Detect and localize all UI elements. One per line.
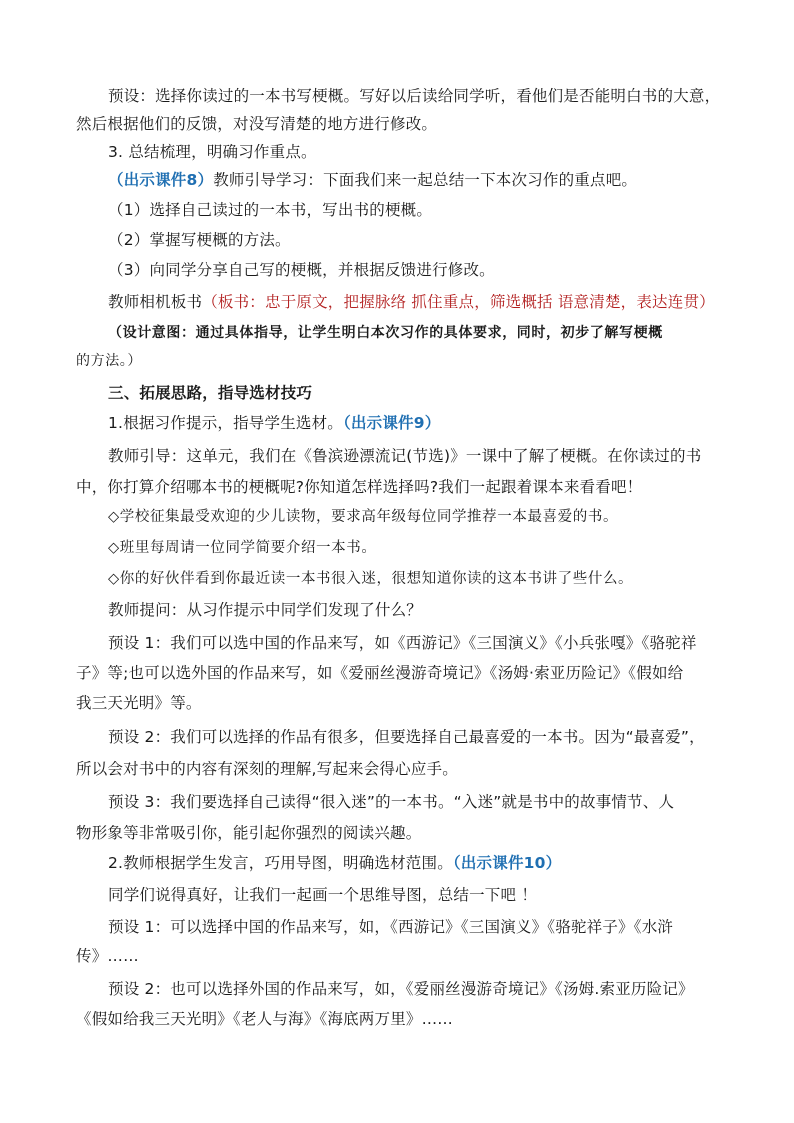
courseware-tag: （出示课件10） — [452, 854, 562, 872]
section-heading: 三、拓展思路，指导选材技巧 — [108, 384, 313, 402]
step-text: 2.教师根据学生发言，巧用导图，明确选材范围。 — [108, 854, 453, 872]
prompt-bullet: ◇班里每周请一位同学简要介绍一本书。 — [108, 540, 377, 556]
design-intent-line: （设计意图：通过具体指导，让学生明白本次习作的具体要求，同时，初步了解写梗概 — [108, 325, 663, 341]
praise-line: 同学们说得真好，让我们一起画一个思维导图，总结一下吧 ！ — [108, 886, 538, 904]
preset-paragraph-line: 预设：选择你读过的一本书写梗概。写好以后读给同学听，看他们是否能明白书的大意， — [108, 87, 721, 105]
step-heading — [108, 413, 736, 433]
prompt-bullet: ◇你的好伙伴看到你最近读一本书很入迷，很想知道你读的这本书讲了些什么。 — [108, 571, 634, 587]
preset-line: 我三天光明》等。 — [76, 694, 202, 712]
mindmap-preset-line: 预设 1：可以选择中国的作品来写，如，《西游记》《三国演义》《骆驼祥子》《水浒 — [108, 918, 674, 936]
mindmap-preset-line: 《假如给我三天光明》《老人与海》《海底两万里》…… — [76, 1010, 454, 1028]
board-content: （板书：忠于原文，把握脉络 抓住重点，筛选概括 语意清楚，表达连贯） — [202, 293, 715, 311]
courseware-tag: （出示课件9） — [343, 414, 441, 432]
mindmap-preset-line: 预设 2：也可以选择外国的作品来写，如，《爱丽丝漫游奇境记》《汤姆.索亚历险记》 — [108, 980, 694, 998]
step-heading: 3. 总结梳理，明确习作重点。 — [108, 143, 317, 161]
list-item: （2）掌握写梗概的方法。 — [108, 231, 291, 249]
prompt-bullet: ◇学校征集最受欢迎的少儿读物，要求高年级每位同学推荐一本最喜爱的书。 — [108, 509, 619, 525]
courseware-line — [108, 170, 736, 190]
preset-line: 预设 3：我们要选择自己读得“很入迷”的一本书。“入迷”就是书中的故事情节、人 — [108, 793, 675, 811]
teacher-question: 教师提问：从习作提示中同学们发现了什么？ — [108, 601, 423, 619]
step-heading — [108, 853, 736, 873]
preset-line: 预设 2：我们可以选择的作品有很多，但要选择自己最喜爱的一本书。因为“最喜爱”， — [108, 728, 705, 746]
preset-line: 预设 1：我们可以选中国的作品来写，如《西游记》《三国演义》《小兵张嘎》《骆驼祥 — [108, 634, 697, 652]
guide-line: 教师引导：这单元，我们在《鲁滨逊漂流记(节选)》一课中了解了梗概。在你读过的书 — [108, 447, 702, 465]
step-text: 1.根据习作提示，指导学生选材。 — [108, 414, 343, 432]
list-item: （1）选择自己读过的一本书，写出书的梗概。 — [108, 201, 433, 219]
courseware-tag: （出示课件8） — [108, 171, 214, 189]
list-item: （3）向同学分享自己写的梗概，并根据反馈进行修改。 — [108, 261, 495, 279]
preset-paragraph-line: 然后根据他们的反馈，对没写清楚的地方进行修改。 — [76, 115, 438, 133]
preset-line: 所以会对书中的内容有深刻的理解,写起来会得心应手。 — [76, 760, 458, 778]
board-line — [108, 292, 736, 312]
board-prefix: 教师相机板书 — [108, 293, 203, 311]
mindmap-preset-line: 传》…… — [76, 947, 139, 965]
courseware-text: 教师引导学习：下面我们来一起总结一下本次习作的重点吧。 — [213, 171, 638, 189]
guide-line: 中，你打算介绍哪本书的梗概呢?你知道怎样选择吗?我们一起跟着课本来看看吧！ — [76, 478, 643, 496]
preset-line: 物形象等非常吸引你，能引起你强烈的阅读兴趣。 — [76, 824, 422, 842]
design-intent-line: 的方法。） — [76, 353, 142, 369]
preset-line: 子》等;也可以选外国的作品来写，如《爱丽丝漫游奇境记》《汤姆·索亚历险记》《假如给 — [76, 664, 684, 682]
